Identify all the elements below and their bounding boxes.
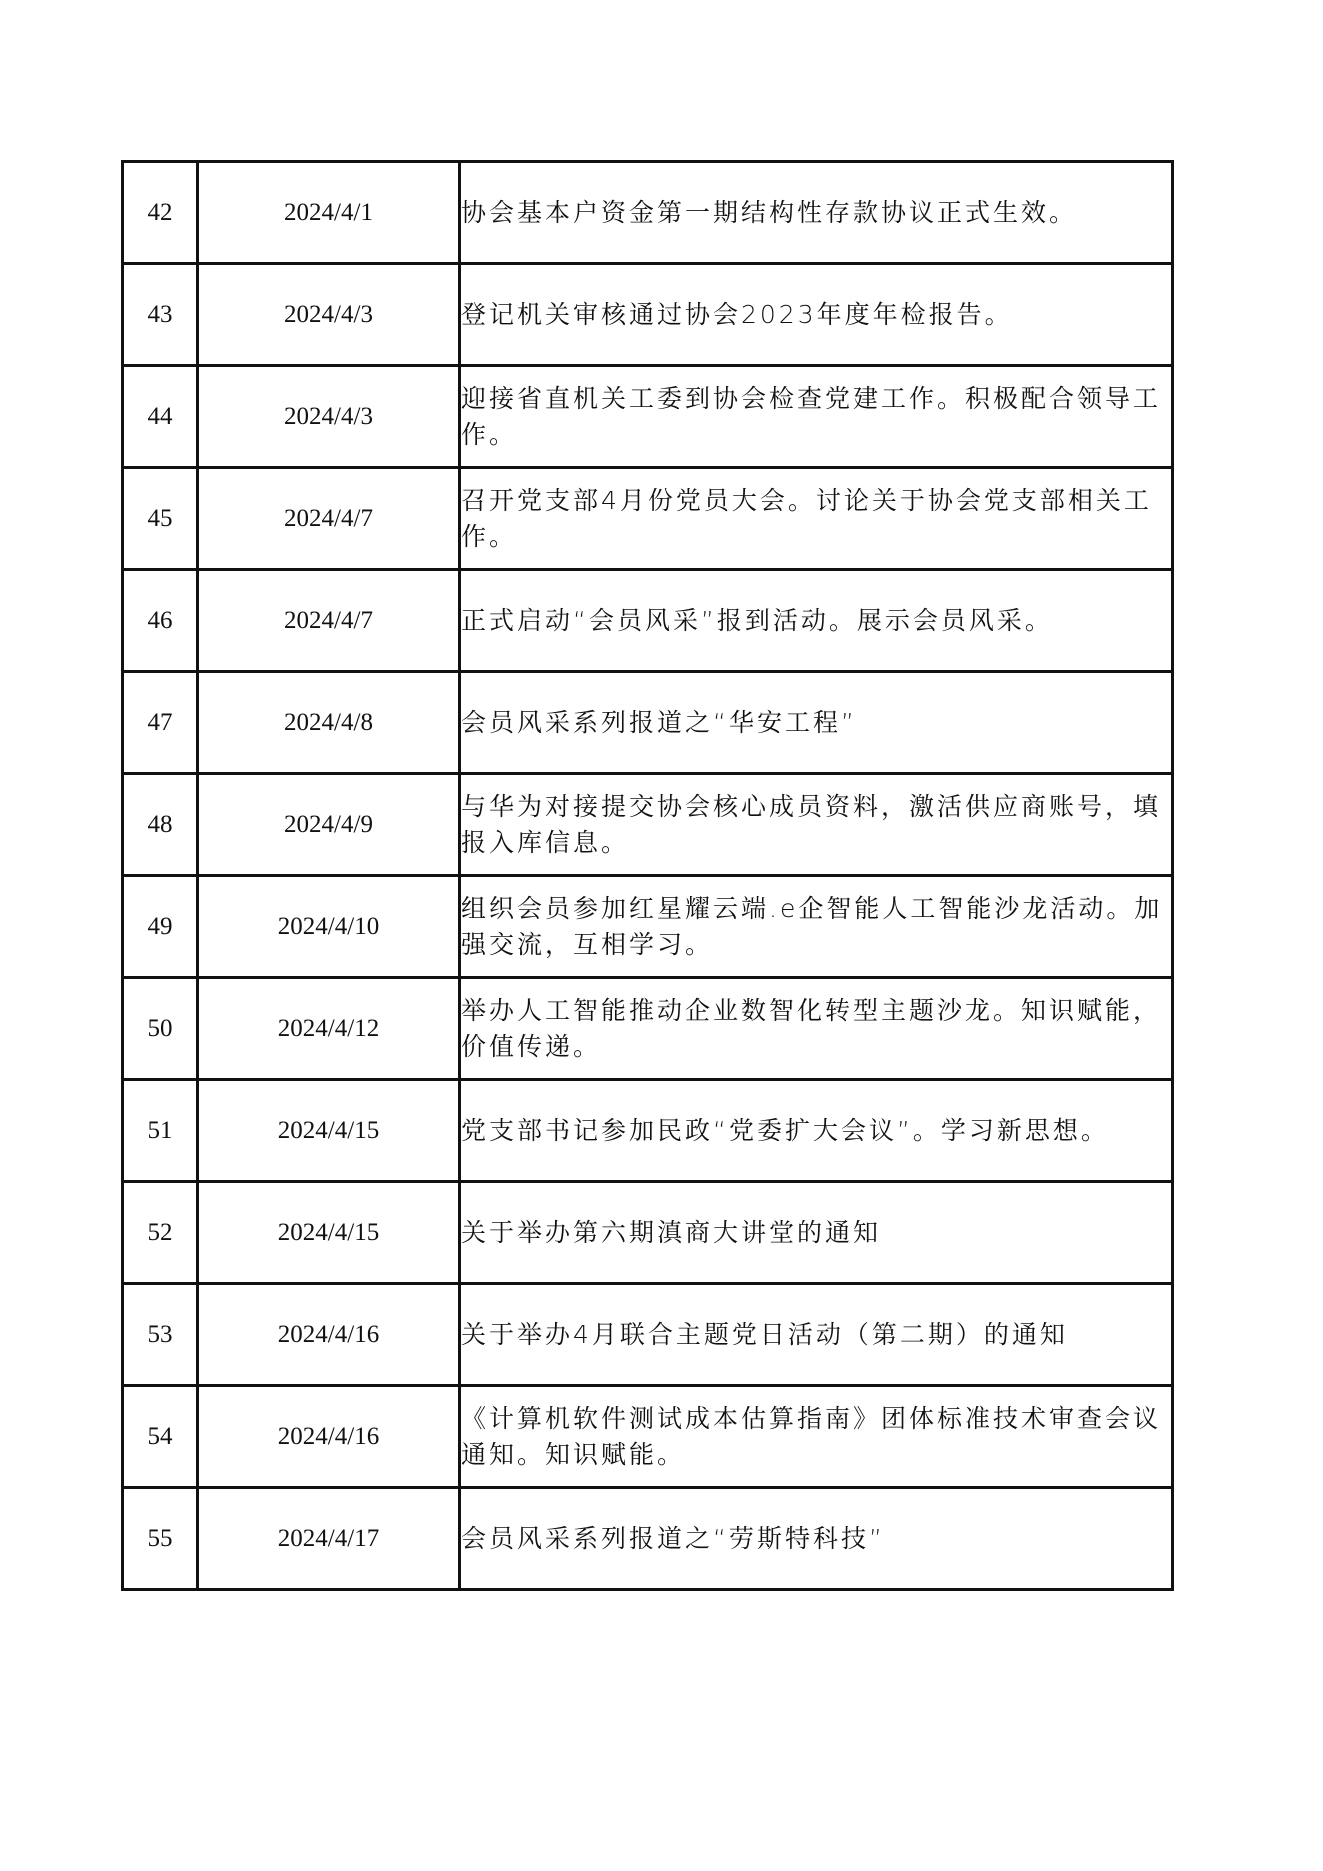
row-date: 2024/4/12: [198, 978, 460, 1080]
row-number: 51: [123, 1080, 198, 1182]
table-row: [123, 978, 1173, 1080]
row-description: 组织会员参加红星耀云端.e企智能人工智能沙龙活动。加强交流，互相学习。: [460, 876, 1173, 978]
table-row: [123, 876, 1173, 978]
row-description: 关于举办4月联合主题党日活动（第二期）的通知: [460, 1284, 1173, 1386]
row-description: 会员风采系列报道之“华安工程”: [460, 672, 1173, 774]
row-number: 53: [123, 1284, 198, 1386]
row-number: 43: [123, 264, 198, 366]
row-description: 举办人工智能推动企业数智化转型主题沙龙。知识赋能，价值传递。: [460, 978, 1173, 1080]
table-row: [123, 672, 1173, 774]
table-row: [123, 570, 1173, 672]
table-row: [123, 366, 1173, 468]
row-number: 55: [123, 1488, 198, 1590]
row-number: 46: [123, 570, 198, 672]
row-description: 迎接省直机关工委到协会检查党建工作。积极配合领导工作。: [460, 366, 1173, 468]
row-description: 协会基本户资金第一期结构性存款协议正式生效。: [460, 162, 1173, 264]
row-description: 党支部书记参加民政“党委扩大会议”。学习新思想。: [460, 1080, 1173, 1182]
table-row: [123, 264, 1173, 366]
row-number: 54: [123, 1386, 198, 1488]
row-number: 48: [123, 774, 198, 876]
row-date: 2024/4/17: [198, 1488, 460, 1590]
row-date: 2024/4/16: [198, 1284, 460, 1386]
row-description: 登记机关审核通过协会2023年度年检报告。: [460, 264, 1173, 366]
row-description: 《计算机软件测试成本估算指南》团体标准技术审查会议通知。知识赋能。: [460, 1386, 1173, 1488]
row-number: 45: [123, 468, 198, 570]
row-date: 2024/4/8: [198, 672, 460, 774]
table-row: [123, 1182, 1173, 1284]
row-date: 2024/4/1: [198, 162, 460, 264]
row-number: 47: [123, 672, 198, 774]
table-row: [123, 774, 1173, 876]
table-row: [123, 162, 1173, 264]
row-date: 2024/4/15: [198, 1080, 460, 1182]
table-row: [123, 1488, 1173, 1590]
row-number: 42: [123, 162, 198, 264]
table-row: [123, 1284, 1173, 1386]
row-date: 2024/4/3: [198, 264, 460, 366]
row-date: 2024/4/10: [198, 876, 460, 978]
row-description: 正式启动“会员风采”报到活动。展示会员风采。: [460, 570, 1173, 672]
row-number: 49: [123, 876, 198, 978]
table-row: [123, 468, 1173, 570]
row-number: 50: [123, 978, 198, 1080]
row-date: 2024/4/3: [198, 366, 460, 468]
row-date: 2024/4/7: [198, 468, 460, 570]
row-date: 2024/4/7: [198, 570, 460, 672]
row-description: 召开党支部4月份党员大会。讨论关于协会党支部相关工作。: [460, 468, 1173, 570]
table-row: [123, 1080, 1173, 1182]
row-date: 2024/4/9: [198, 774, 460, 876]
events-table: [121, 160, 1174, 1591]
row-description: 会员风采系列报道之“劳斯特科技”: [460, 1488, 1173, 1590]
table-row: [123, 1386, 1173, 1488]
row-number: 52: [123, 1182, 198, 1284]
row-description: 与华为对接提交协会核心成员资料，激活供应商账号，填报入库信息。: [460, 774, 1173, 876]
row-date: 2024/4/16: [198, 1386, 460, 1488]
row-description: 关于举办第六期滇商大讲堂的通知: [460, 1182, 1173, 1284]
row-date: 2024/4/15: [198, 1182, 460, 1284]
row-number: 44: [123, 366, 198, 468]
